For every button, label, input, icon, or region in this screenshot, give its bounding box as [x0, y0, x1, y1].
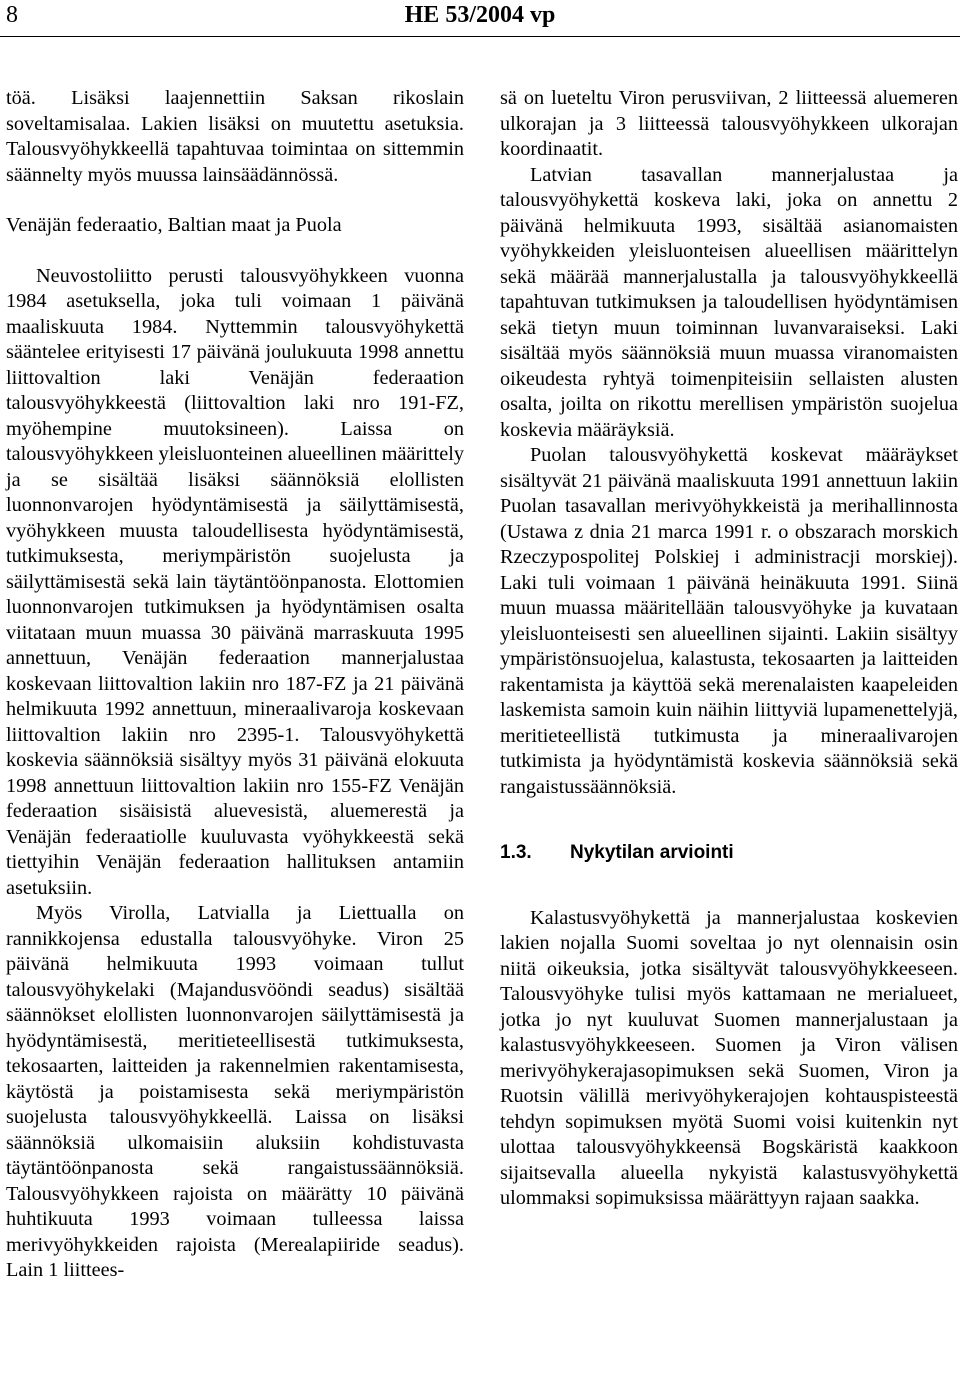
- right-paragraph-4: Kalastusvyöhykettä ja mannerjalustaa koskevien lakien nojalla Suomi soveltaa jo nyt olennaisin osin niitä oikeuksia, jotka sisältyvät talousvyöhykkeeseen. Talousvyöhyke tulisi myös kattamaan ne merialueet, jotka jo nyt kuuluvat Suomen mannerjalustaan ja kalastusvyöhykkeeseen. Suomen ja Viron välisen merivyöhykerajasopimuksen sekä Suomen, Viron ja Ruotsin välillä merivyöhykerajojen kohtauspisteestä tehdyn sopimuksen myötä Suomi voisi kuitenkin nyt ulottaa talousvyöhykkeensä Bogskäristä kaakkoon sijaitsevalla alueella nykyistä kalastusvyöhykettä ulommaksi sopimuksissa määrättyyn rajaan saakka.: [500, 906, 958, 1209]
- header-rule: [0, 36, 960, 37]
- document-id: HE 53/2004 vp: [404, 2, 556, 28]
- section-heading: [500, 840, 958, 866]
- right-paragraph-1: sä on lueteltu Viron perusviivan, 2 liitteessä aluemeren ulkorajan ja 3 liitteessä talousvyöhykkeen ulkorajan koordinaatit.: [500, 87, 958, 160]
- section-title: Nykytilan arviointi: [570, 842, 734, 863]
- left-paragraph-2: Neuvostoliitto perusti talousvyöhykkeen vuonna 1984 asetuksella, joka tuli voimaan 1 päivänä maaliskuuta 1984. Nyttemmin talousvyöhykettä sääntelee erityisesti 17 päivänä joulukuuta 1998 annettu liittovaltion laki Venäjän federaation talousvyöhykkeestä (liittovaltion laki nro 191-FZ, myöhempine muutoksineen). Laissa on talousvyöhykkeen yleisluonteinen alueellinen määrittely ja se sisältää lisäksi säännöksiä elollisten luonnonvarojen hyödyntämisestä ja säilyttämisestä, vyöhykkeen muusta taloudellisesta hyödyntämisestä, tutkimuksesta, meriympäristön suojelusta ja säilyttämisestä sekä lain täytäntöönpanosta. Elottomien luonnonvarojen tutkimuksen ja hyödyntämisen osalta viitataan muun muassa 30 päivänä marraskuuta 1995 annettuun, Venäjän federaation mannerjalustaa koskevaan liittovaltion lakiin nro 187-FZ ja 21 päivänä helmikuuta 1992 annettuun, mineraalivaroja koskevaan liittovaltion lakiin nro 2395-1. Talousvyöhykettä koskevia säännöksiä sisältyy myös 31 päivänä elokuuta 1998 annettuun liittovaltion lakiin nro 155-FZ Venäjän federaation sisäisistä aluevesistä, aluemerestä ja Venäjän federaatiolle kuuluvasta vyöhykkeestä sekä tiettyihin Venäjän federaation hallituksen antamiin asetuksiin.: [6, 264, 464, 899]
- left-column: [6, 86, 464, 1284]
- page-number: 8: [6, 2, 18, 28]
- right-paragraph-3: Puolan talousvyöhykettä koskevat määräykset sisältyvät 21 päivänä maaliskuuta 1991 annettuun lakiin Puolan tasavallan merivyöhykkeistä ja merihallinnosta (Ustawa z dnia 21 marca 1991 r. o obszarach morskich Rzeczypospolitej Polskiej i administracji morskiej). Laki tuli voimaan 1 päivänä heinäkuuta 1991. Siinä muun muassa määritellään talousvyöhyke ja kuvataan yleisluonteisesti sen alueellinen sijainti. Lakiin sisältyy ympäristönsuojelua, kalastusta, tekosaarten ja laitteiden rakentamista ja käyttöä sekä merenalaisten kaapeleiden laskemista samoin kuin näihin liittyviä lupamenettelyjä, meritieteellistä tutkimusta ja mineraalivarojen tutkimista ja hyödyntämistä koskevia säännöksiä sekä rangaistussäännöksiä.: [500, 444, 958, 798]
- left-paragraph-3: Myös Virolla, Latvialla ja Liettualla on rannikkojensa edustalla talousvyöhyke. Viron 25 päivänä helmikuuta 1993 voimaan tullut talousvyöhykelaki (Majandusvööndi seadus) sisältää säännökset elollisten luonnonvarojen säilyttämisestä ja hyödyntämisestä, meritieteellisestä tutkimuksesta, tekosaarten, laitteiden ja rakennelmien rakentamisesta, käytöstä ja poistamisesta sekä meriympäristön suojelusta talousvyöhykkeellä. Laissa on lisäksi säännöksiä ulkomaisiin aluksiin kohdistuvasta täytäntöönpanosta sekä rangaistussäännöksiä. Talousvyöhykkeen rajoista on määrätty 10 päivänä huhtikuuta 1993 voimaan tulleessa laissa merivyöhykkeiden rajoista (Merealapiiride seadus). Lain 1 liittees-: [6, 902, 464, 1281]
- right-column: [500, 86, 958, 1212]
- section-number: 1.3.: [500, 842, 532, 863]
- subheading-russia-baltics-poland: Venäjän federaatio, Baltian maat ja Puola: [6, 214, 342, 236]
- right-paragraph-2: Latvian tasavallan mannerjalustaa ja talousvyöhykettä koskeva laki, joka on annettu 2 päivänä helmikuuta 1993, sisältää asianomaisten vyöhykkeiden yleisluonteisen alueellisen määrittelyn sekä määrää mannerjalustalla ja talousvyöhykkeellä tapahtuvan tutkimuksen ja taloudellisen hyödyntämisen sekä tietyn muun toiminnan luvanvaraiseksi. Laki sisältää myös säännöksiä muun muassa viranomaisten oikeudesta ryhtyä toimenpiteisiin sellaisten alusten osalta, joilta on rikottu merellisen ympäristön suojelua koskevia määräyksiä.: [500, 163, 958, 441]
- left-paragraph-1: töä. Lisäksi laajennettiin Saksan rikoslain soveltamisalaa. Lakien lisäksi on muutettu asetuksia. Talousvyöhykkeellä tapahtuvaa toimintaa on sittemmin säännelty myös muussa lainsäädännössä.: [6, 87, 464, 186]
